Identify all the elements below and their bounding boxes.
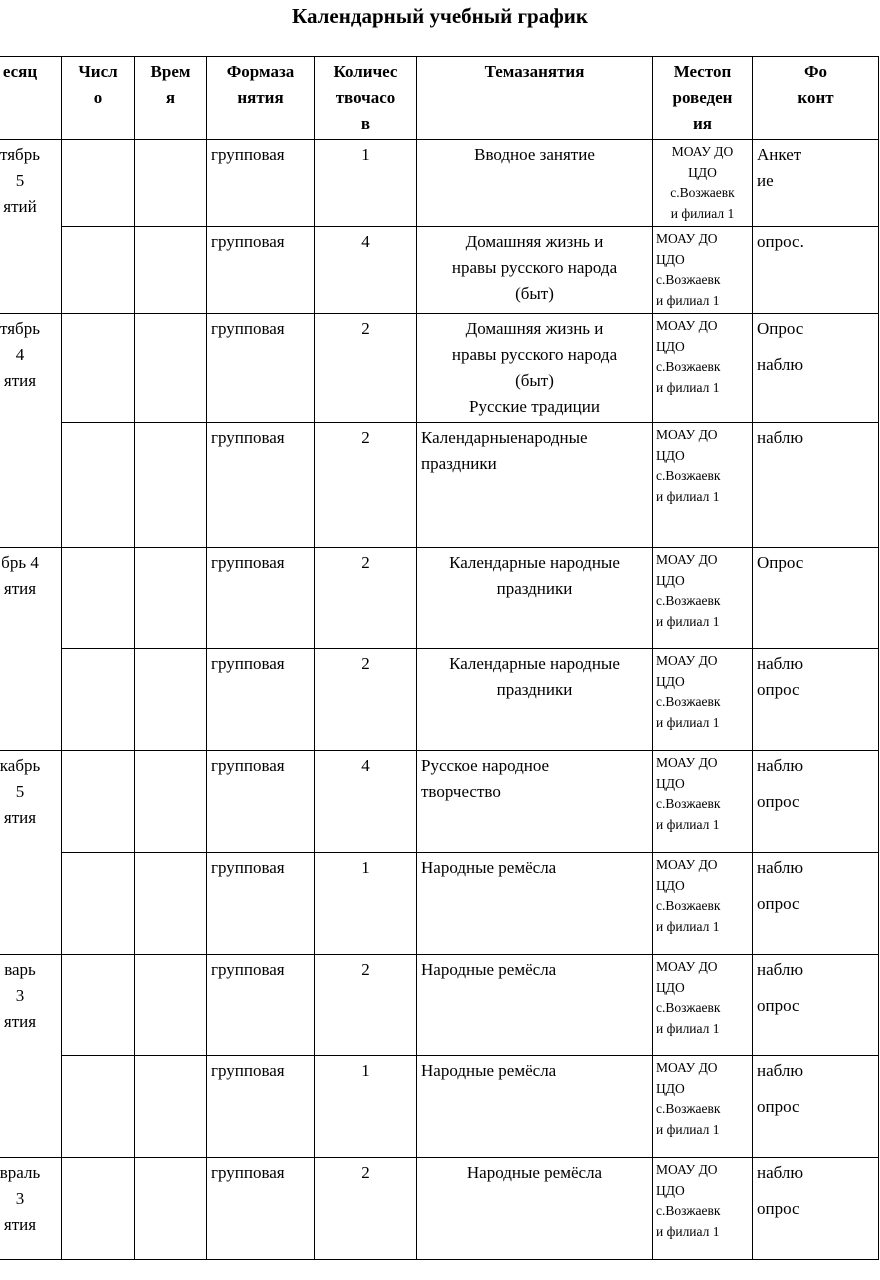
place-cell: МОАУ ДО ЦДО с.Возжаевк и филиал 1 [653,423,753,548]
hours-cell: 1 [315,1056,417,1158]
topic-cell: Русское народное творчество [417,751,653,853]
day-cell [62,140,135,227]
control-line: Опрос [757,553,804,572]
time-cell [135,227,207,314]
day-cell [62,1056,135,1158]
topic-cell: Домашняя жизнь и нравы русского народа (быт) [417,227,653,314]
place-cell: МОАУ ДО ЦДО с.Возжаевк и филиал 1 [653,227,753,314]
day-cell [62,314,135,423]
month-cell: враль 3 ятия [0,1158,62,1260]
table-row [0,853,879,955]
place-cell: МОАУ ДО ЦДО с.Возжаевк и филиал 1 [653,548,753,649]
control-cell [753,955,879,1056]
control-line: наблю [757,858,804,877]
table-row [0,314,879,423]
control-cell [753,314,879,423]
control-cell [753,423,879,548]
place-cell: МОАУ ДО ЦДО с.Возжаевк и филиал 1 [653,751,753,853]
place-cell: МОАУ ДО ЦДО с.Возжаевк и филиал 1 [653,853,753,955]
control-cell [753,227,879,314]
control-line: опрос [757,996,800,1015]
control-line: наблю [757,1061,804,1080]
day-cell [62,853,135,955]
header-form: Формаза нятия [207,57,315,140]
table-row [0,423,879,548]
control-line: ие [757,171,774,190]
form-cell: групповая [207,423,315,548]
time-cell [135,314,207,423]
time-cell [135,649,207,751]
control-cell [753,1158,879,1260]
day-cell [62,751,135,853]
header-time: Врем я [135,57,207,140]
place-cell: МОАУ ДО ЦДО с.Возжаевк и филиал 1 [653,1158,753,1260]
topic-cell: Народные ремёсла [417,1056,653,1158]
topic-cell: Домашняя жизнь и нравы русского народа (быт) Русские традиции [417,314,653,423]
table-row [0,140,879,227]
form-cell: групповая [207,955,315,1056]
control-line: опрос [757,792,800,811]
control-line: наблю [757,756,804,775]
control-line: наблю [757,355,804,374]
time-cell [135,423,207,548]
topic-cell: Народные ремёсла [417,955,653,1056]
day-cell [62,649,135,751]
header-control: Фо конт [753,57,879,140]
table-row [0,751,879,853]
time-cell [135,1158,207,1260]
header-topic: Темазанятия [417,57,653,140]
table-row [0,227,879,314]
control-line: опрос. [757,232,804,251]
control-line: опрос [757,1199,800,1218]
control-line: наблю [757,1163,804,1182]
topic-cell: Календарные народные праздники [417,649,653,751]
control-cell [753,853,879,955]
control-cell [753,140,879,227]
table-row [0,1158,879,1260]
table-row [0,548,879,649]
control-cell [753,649,879,751]
month-cell: брь 4 ятия [0,548,62,751]
month-cell: варь 3 ятия [0,955,62,1158]
header-place: Местоп роведен ия [653,57,753,140]
month-cell: кабрь 5 ятия [0,751,62,955]
hours-cell: 4 [315,751,417,853]
day-cell [62,548,135,649]
topic-cell: Календарныенародные праздники [417,423,653,548]
month-cell: тябрь 5 ятий [0,140,62,314]
control-line: наблю [757,654,804,673]
place-cell: МОАУ ДО ЦДО с.Возжаевк и филиал 1 [653,140,753,227]
time-cell [135,548,207,649]
hours-cell: 4 [315,227,417,314]
hours-cell: 2 [315,649,417,751]
form-cell: групповая [207,227,315,314]
day-cell [62,423,135,548]
header-row [0,57,879,140]
topic-cell: Народные ремёсла [417,853,653,955]
hours-cell: 2 [315,1158,417,1260]
control-line: наблю [757,960,804,979]
hours-cell: 1 [315,140,417,227]
form-cell: групповая [207,649,315,751]
control-line: опрос [757,680,800,699]
hours-cell: 2 [315,548,417,649]
form-cell: групповая [207,1158,315,1260]
time-cell [135,853,207,955]
header-month: есяц [0,57,62,140]
topic-cell: Календарные народные праздники [417,548,653,649]
topic-cell: Вводное занятие [417,140,653,227]
form-cell: групповая [207,548,315,649]
place-cell: МОАУ ДО ЦДО с.Возжаевк и филиал 1 [653,649,753,751]
time-cell [135,140,207,227]
form-cell: групповая [207,140,315,227]
control-line: опрос [757,1097,800,1116]
hours-cell: 2 [315,955,417,1056]
hours-cell: 2 [315,423,417,548]
hours-cell: 2 [315,314,417,423]
place-cell: МОАУ ДО ЦДО с.Возжаевк и филиал 1 [653,314,753,423]
day-cell [62,955,135,1056]
document-title: Календарный учебный график [292,4,588,28]
control-cell [753,1056,879,1158]
form-cell: групповая [207,1056,315,1158]
header-hours: Количес твочасо в [315,57,417,140]
control-line: опрос [757,894,800,913]
hours-cell: 1 [315,853,417,955]
time-cell [135,955,207,1056]
topic-cell: Народные ремёсла [417,1158,653,1260]
control-line: наблю [757,428,804,447]
control-cell [753,751,879,853]
table-row [0,955,879,1056]
time-cell [135,751,207,853]
table-row [0,649,879,751]
schedule-table [0,56,879,1260]
control-line: Анкет [757,145,802,164]
form-cell: групповая [207,751,315,853]
form-cell: групповая [207,314,315,423]
place-cell: МОАУ ДО ЦДО с.Возжаевк и филиал 1 [653,955,753,1056]
day-cell [62,1158,135,1260]
form-cell: групповая [207,853,315,955]
control-cell [753,548,879,649]
header-day: Числ о [62,57,135,140]
control-line: Опрос [757,319,804,338]
day-cell [62,227,135,314]
time-cell [135,1056,207,1158]
month-cell: тябрь 4 ятия [0,314,62,548]
table-row [0,1056,879,1158]
place-cell: МОАУ ДО ЦДО с.Возжаевк и филиал 1 [653,1056,753,1158]
